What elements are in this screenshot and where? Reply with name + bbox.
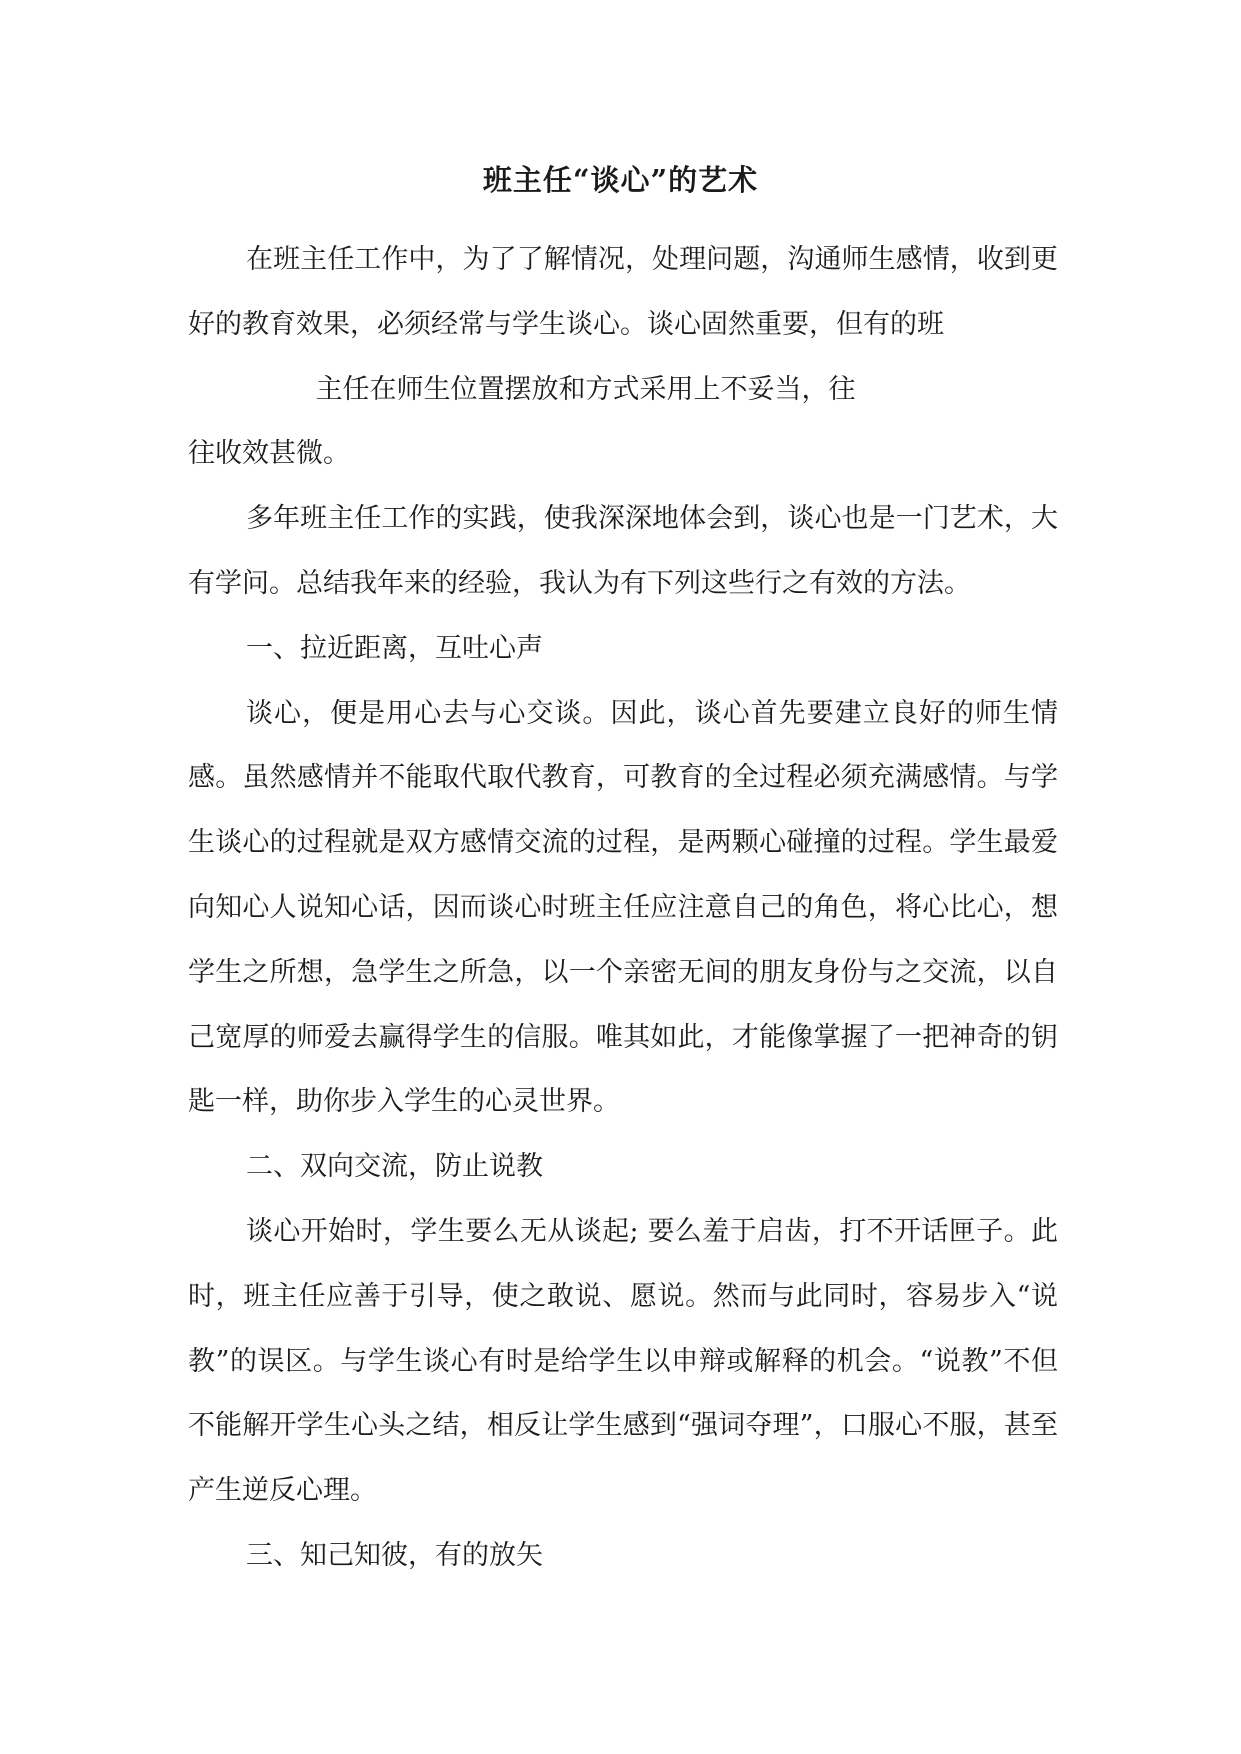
intro-paragraph: 在班主任工作中，为了了解情况，处理问题，沟通师生感情，收到更好的教育效果，必须经常与学生谈心。谈心固然重要，但有的班 xyxy=(188,244,1058,340)
intro-paragraph-continued xyxy=(188,358,1058,423)
document-title: 班主任“谈心”的艺术 xyxy=(482,163,759,197)
paragraph-experience: 多年班主任工作的实践，使我深深地体会到，谈心也是一门艺术，大有学问。总结我年来的经验，我认为有下列这些行之有效的方法。 xyxy=(188,503,1058,599)
intro-paragraph-end: 往收效甚微。 xyxy=(188,438,350,470)
section3-heading: 三、知己知彼，有的放矢 xyxy=(246,1539,543,1571)
section1-heading: 一、拉近距离，互吐心声 xyxy=(246,632,543,664)
section2-heading: 二、双向交流，防止说教 xyxy=(246,1151,543,1183)
intro-paragraph-fragment: 主任在师生位置摆放和方式采用上不妥当，往 xyxy=(315,373,856,405)
document-body xyxy=(188,228,1058,1589)
section1-body: 谈心，便是用心去与心交谈。因此，谈心首先要建立良好的师生情感。虽然感情并不能取代取代教育，可教育的全过程必须充满感情。与学生谈心的过程就是双方感情交流的过程，是两颗心碰撞的过程。学生最爱向知心人说知心话，因而谈心时班主任应注意自己的角色，将心比心，想学生之所想，急学生之所急，以一个亲密无间的朋友身份与之交流，以自己宽厚的师爱去赢得学生的信服。唯其如此，才能像掌握了一把神奇的钥匙一样，助你步入学生的心灵世界。 xyxy=(188,697,1058,1118)
section2-body: 谈心开始时，学生要么无从谈起; 要么羞于启齿，打不开话匣子。此时，班主任应善于引导，使之敢说、愿说。然而与此同时，容易步入“说教”的误区。与学生谈心有时是给学生以申辩或解释的机会。“说教”不但不能解开学生心头之结，相反让学生感到“强词夺理”，口服心不服，甚至产生逆反心理。 xyxy=(188,1215,1058,1507)
